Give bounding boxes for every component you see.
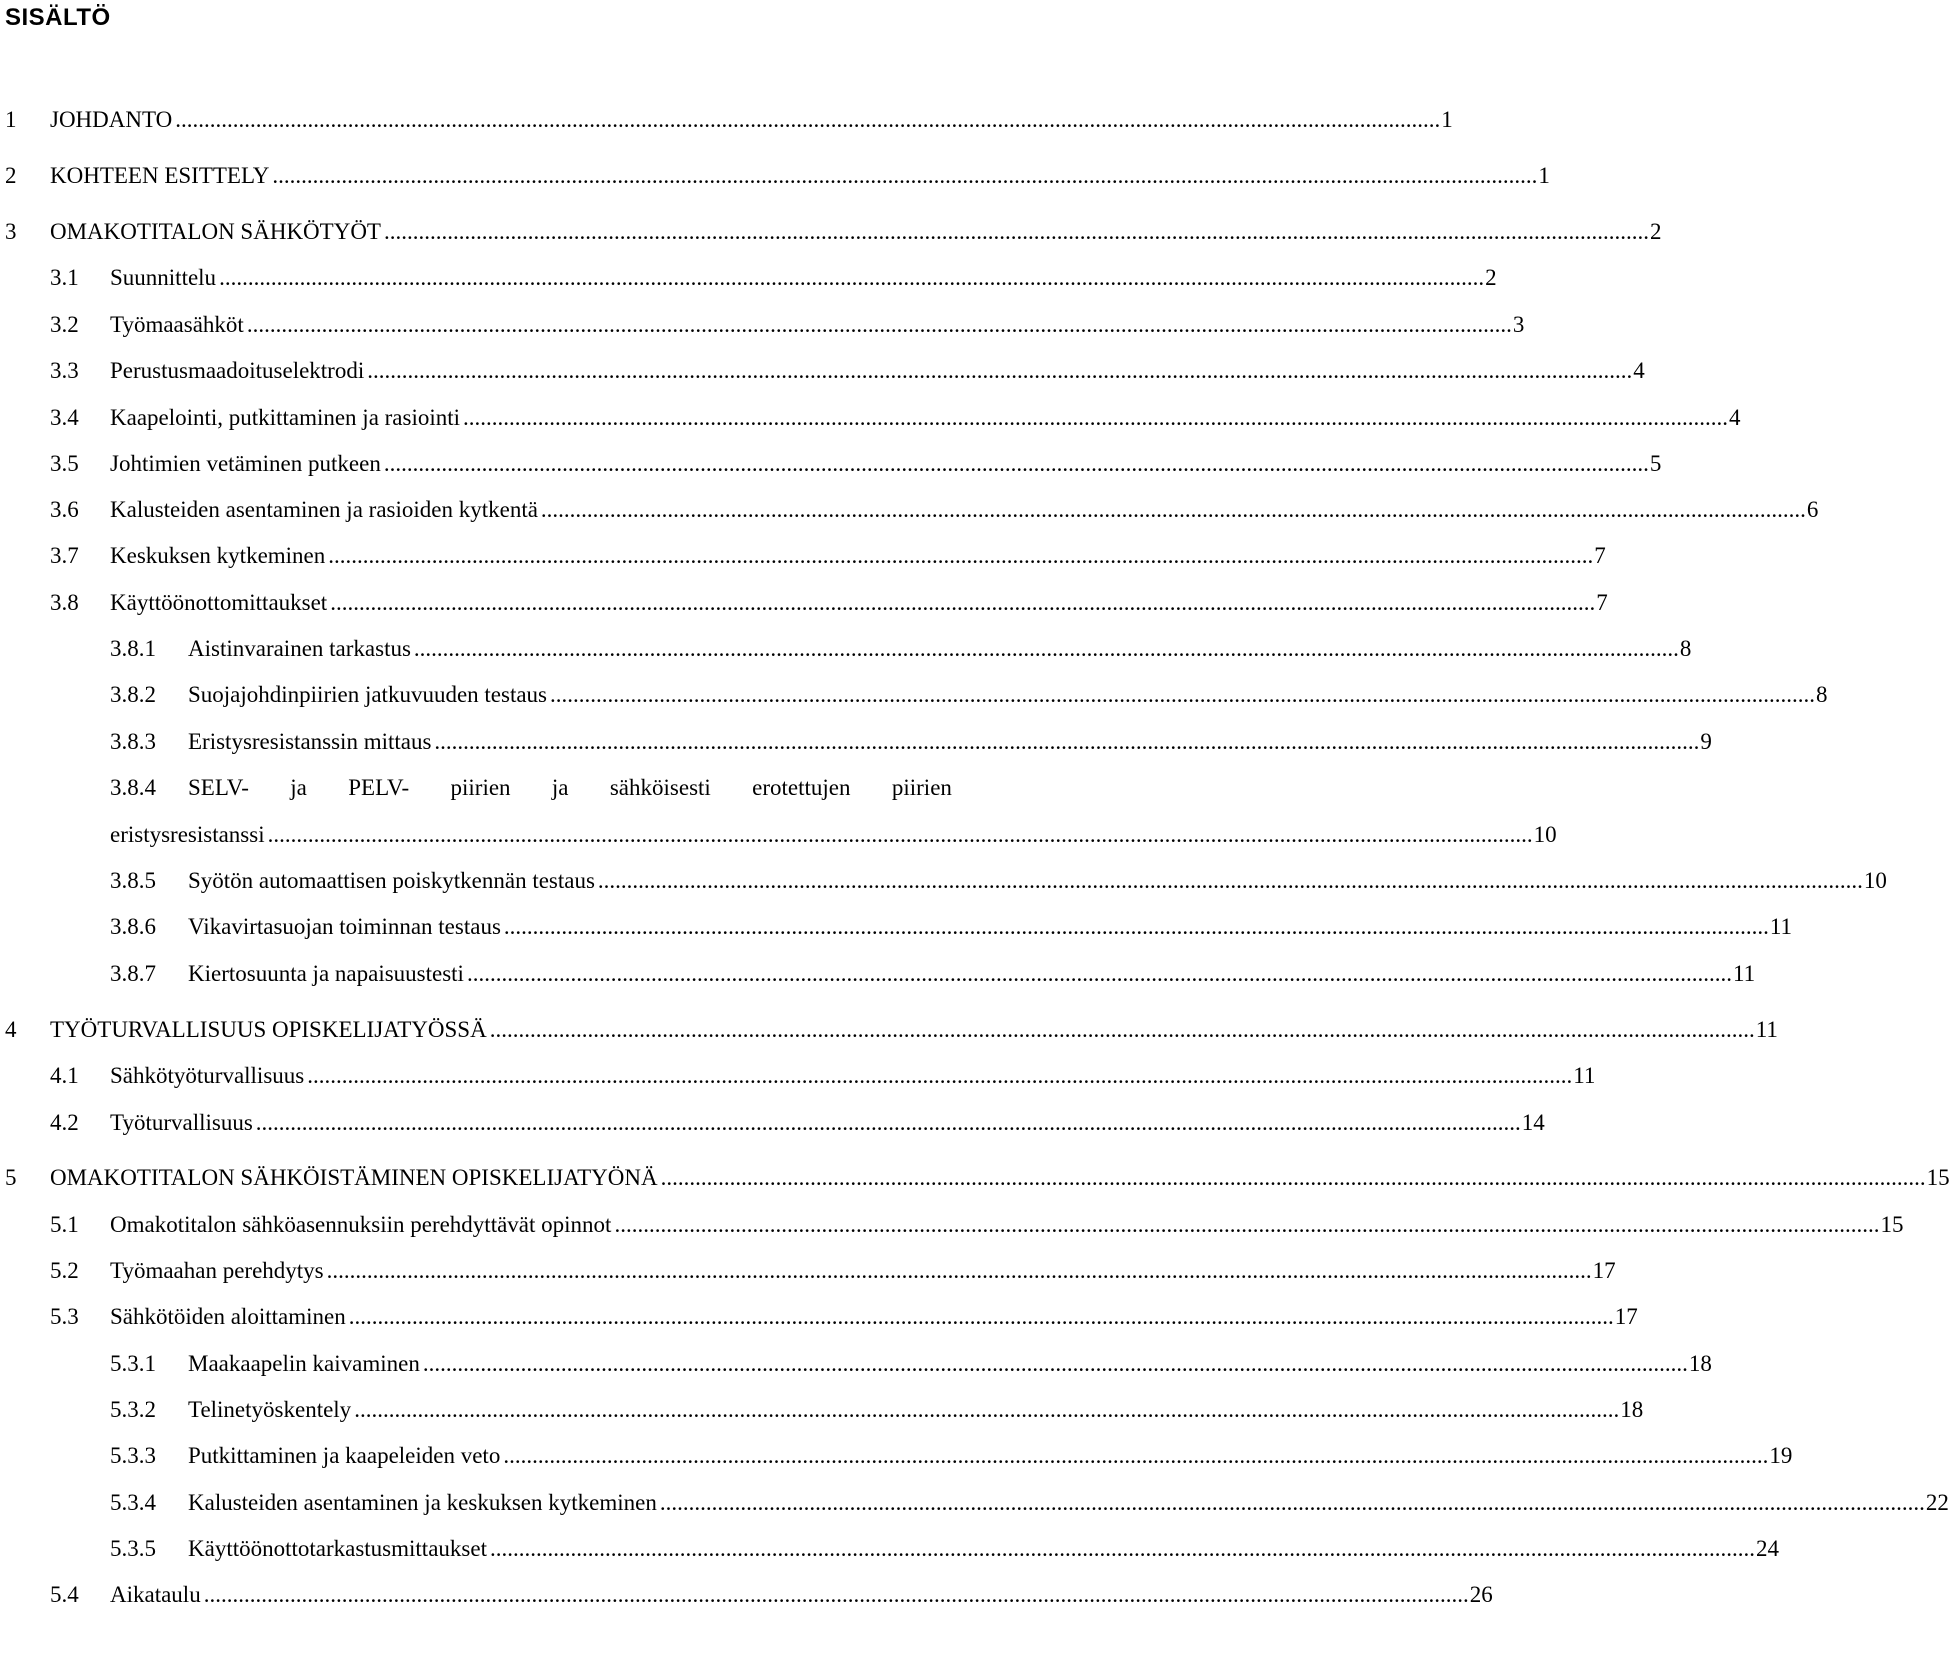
toc-entry-number: 5.3.5: [110, 1536, 156, 1561]
toc-entry[interactable]: [50, 1255, 1616, 1287]
dot-leader: ............................................................................................................................................................................................................................: [330, 590, 1596, 615]
dot-leader: ............................................................................................................................................................................................................................: [367, 358, 1633, 383]
dot-leader: ............................................................................................................................................................................................................................: [550, 682, 1816, 707]
toc-entry-title: Kalusteiden asentaminen ja rasioiden kytkentä: [110, 497, 538, 522]
toc-entry-title: TYÖTURVALLISUUS OPISKELIJATYÖSSÄ: [50, 1017, 487, 1042]
toc-entry-page: 19: [1769, 1443, 1793, 1468]
dot-leader: ............................................................................................................................................................................................................................: [466, 961, 1732, 986]
toc-entry-title: Perustusmaadoituselektrodi: [110, 358, 365, 383]
toc-entry-page: 17: [1614, 1304, 1638, 1329]
toc-entry-page: 10: [1863, 868, 1887, 893]
toc-entry-number: 3.8.4: [110, 775, 156, 800]
toc-word: ja: [290, 775, 307, 800]
toc-entry-page: 4: [1729, 405, 1741, 430]
toc-entry-title: Keskuksen kytkeminen: [110, 543, 326, 568]
dot-leader: ............................................................................................................................................................................................................................: [489, 1017, 1755, 1042]
toc-entry[interactable]: [50, 402, 1741, 434]
toc-entry-number: 3.8.7: [110, 961, 156, 986]
toc-entry-title: Työmaahan perehdytys: [110, 1258, 324, 1283]
toc-entry[interactable]: [5, 160, 1550, 192]
toc-entry-number: 3.8.1: [110, 636, 156, 661]
dot-leader: ............................................................................................................................................................................................................................: [503, 914, 1769, 939]
toc-entry-title: Maakaapelin kaivaminen: [188, 1351, 420, 1376]
toc-entry-page: 11: [1755, 1017, 1778, 1042]
dot-leader: ............................................................................................................................................................................................................................: [660, 1165, 1926, 1190]
toc-entry-page: 18: [1620, 1397, 1644, 1422]
dot-leader: ............................................................................................................................................................................................................................: [503, 1443, 1769, 1468]
toc-entry-number: 3.8.3: [110, 729, 156, 754]
toc-word: PELV-: [348, 775, 410, 800]
toc-entry-page: 14: [1521, 1110, 1545, 1135]
toc-entry[interactable]: [110, 726, 1712, 758]
toc-entry[interactable]: [50, 494, 1819, 526]
toc-entry-title: Johtimien vetäminen putkeen: [110, 451, 381, 476]
toc-entry-title: Syötön automaattisen poiskytkennän testaus: [188, 868, 595, 893]
toc-entry-number: 3: [5, 219, 17, 244]
toc-entry-number: 3.6: [50, 497, 79, 522]
toc-entry-page: 26: [1469, 1582, 1493, 1607]
dot-leader: ............................................................................................................................................................................................................................: [463, 405, 1729, 430]
toc-entry-title: Työmaasähköt: [110, 312, 244, 337]
dot-leader: ............................................................................................................................................................................................................................: [489, 1536, 1755, 1561]
toc-entry[interactable]: [50, 1060, 1596, 1092]
dot-leader: ............................................................................................................................................................................................................................: [354, 1397, 1620, 1422]
toc-entry-page: 3: [1512, 312, 1525, 337]
toc-entry-title-line2: eristysresistanssi: [110, 822, 265, 847]
toc-entry-number: 1: [5, 107, 17, 132]
toc-entry[interactable]: [50, 540, 1606, 572]
toc-entry-number: 4: [5, 1017, 17, 1042]
toc-entry[interactable]: [110, 911, 1793, 943]
dot-leader: ............................................................................................................................................................................................................................: [203, 1582, 1469, 1607]
toc-word: ja: [551, 775, 569, 800]
toc-entry-page: 11: [1573, 1063, 1596, 1088]
toc-entry[interactable]: [110, 1487, 1949, 1519]
toc-entry-page: 2: [1485, 265, 1497, 290]
toc-entry-number: 4.1: [50, 1063, 79, 1088]
toc-entry-page: 8: [1679, 636, 1692, 661]
dot-leader: ............................................................................................................................................................................................................................: [597, 868, 1863, 893]
toc-entry[interactable]: [5, 216, 1662, 248]
dot-leader: ............................................................................................................................................................................................................................: [413, 636, 1679, 661]
toc-entry-title: Suunnittelu: [110, 265, 217, 290]
toc-word: piirien: [891, 775, 952, 800]
toc-entry-page: 17: [1592, 1258, 1616, 1283]
toc-entry-title: Sähkötöiden aloittaminen: [110, 1304, 346, 1329]
toc-entry[interactable]: [5, 1162, 1950, 1194]
toc-entry[interactable]: [110, 633, 1692, 665]
toc-entry-page: 1: [1441, 107, 1453, 132]
toc-entry-number: 5.3: [50, 1304, 79, 1329]
toc-entry-page: 8: [1816, 682, 1828, 707]
dot-leader: ............................................................................................................................................................................................................................: [175, 107, 1441, 132]
toc-entry[interactable]: [50, 355, 1645, 387]
toc-entry-title: KOHTEEN ESITTELY: [50, 163, 270, 188]
toc-entry-page: 22: [1925, 1490, 1949, 1515]
toc-entry-number: 4.2: [50, 1110, 79, 1135]
dot-leader: ............................................................................................................................................................................................................................: [267, 822, 1533, 847]
toc-entry[interactable]: [50, 587, 1608, 619]
dot-leader: ............................................................................................................................................................................................................................: [219, 265, 1485, 290]
toc-entry-page: 15: [1926, 1165, 1950, 1190]
toc-entry[interactable]: [50, 1107, 1545, 1139]
toc-entry-title: Sähkötyöturvallisuus: [110, 1063, 305, 1088]
toc-entry-number: 3.2: [50, 312, 79, 337]
dot-leader: ............................................................................................................................................................................................................................: [383, 451, 1649, 476]
toc-entry-page: 7: [1596, 590, 1608, 615]
toc-title: SISÄLTÖ: [5, 4, 111, 31]
toc-entry[interactable]: [50, 1209, 1904, 1241]
dot-leader: ............................................................................................................................................................................................................................: [255, 1110, 1521, 1135]
toc-entry-page: 7: [1594, 543, 1606, 568]
toc-entry-title: OMAKOTITALON SÄHKÖTYÖT: [50, 219, 381, 244]
toc-entry-page: 15: [1880, 1212, 1904, 1237]
toc-entry[interactable]: [50, 262, 1497, 294]
toc-entry-title: Aikataulu: [110, 1582, 201, 1607]
toc-entry-title: Kiertosuunta ja napaisuustesti: [188, 961, 464, 986]
toc-entry-page: 24: [1755, 1536, 1779, 1561]
toc-entry[interactable]: [110, 1440, 1793, 1472]
toc-entry-title: Suojajohdinpiirien jatkuvuuden testaus: [188, 682, 548, 707]
toc-entry-number: 5.2: [50, 1258, 79, 1283]
toc-entry[interactable]: [50, 1301, 1638, 1333]
toc-entry-page: 11: [1732, 961, 1756, 986]
toc-entry-title: JOHDANTO: [50, 107, 173, 132]
toc-entry[interactable]: [50, 1579, 1493, 1611]
toc-entry[interactable]: [110, 1533, 1779, 1565]
toc-entry-number: 3.7: [50, 543, 79, 568]
dot-leader: ............................................................................................................................................................................................................................: [614, 1212, 1880, 1237]
toc-entry-number: 3.4: [50, 405, 79, 430]
toc-word: sähköisesti: [609, 775, 711, 800]
toc-entry[interactable]: [110, 1348, 1712, 1380]
toc-entry-title: Aistinvarainen tarkastus: [188, 636, 411, 661]
toc-entry-page: 6: [1806, 497, 1819, 522]
toc-entry[interactable]: [110, 958, 1756, 990]
toc-entry[interactable]: [110, 772, 952, 804]
toc-entry-title: Putkittaminen ja kaapeleiden veto: [188, 1443, 501, 1468]
dot-leader: ............................................................................................................................................................................................................................: [348, 1304, 1614, 1329]
toc-entry-title: Telinetyöskentely: [188, 1397, 352, 1422]
dot-leader: ............................................................................................................................................................................................................................: [272, 163, 1538, 188]
dot-leader: ............................................................................................................................................................................................................................: [307, 1063, 1573, 1088]
dot-leader: ............................................................................................................................................................................................................................: [383, 219, 1649, 244]
toc-entry-title-line1: [188, 772, 952, 804]
toc-entry-title: Eristysresistanssin mittaus: [188, 729, 432, 754]
toc-entry-number: 5.3.1: [110, 1351, 156, 1376]
toc-entry-page: 1: [1538, 163, 1550, 188]
toc-word: SELV-: [188, 775, 249, 800]
toc-entry-title: Käyttöönottomittaukset: [110, 590, 328, 615]
toc-entry-number: 5.3.2: [110, 1397, 156, 1422]
toc-entry-page: 2: [1649, 219, 1662, 244]
dot-leader: ............................................................................................................................................................................................................................: [434, 729, 1700, 754]
toc-word: erotettujen: [752, 775, 851, 800]
toc-entry[interactable]: [110, 679, 1828, 711]
toc-entry-number: 2: [5, 163, 17, 188]
toc-entry[interactable]: [5, 104, 1453, 136]
toc-entry-page: 5: [1649, 451, 1662, 476]
toc-entry-number: 3.1: [50, 265, 79, 290]
toc-entry-title: Työturvallisuus: [110, 1110, 253, 1135]
dot-leader: ............................................................................................................................................................................................................................: [659, 1490, 1925, 1515]
toc-entry-number: 5.3.3: [110, 1443, 156, 1468]
dot-leader: ............................................................................................................................................................................................................................: [246, 312, 1512, 337]
toc-entry-title: Vikavirtasuojan toiminnan testaus: [188, 914, 501, 939]
toc-entry-number: 5.4: [50, 1582, 79, 1607]
toc-entry[interactable]: [50, 309, 1525, 341]
toc-entry-number: 3.8.6: [110, 914, 156, 939]
toc-entry-title: Omakotitalon sähköasennuksiin perehdyttävät opinnot: [110, 1212, 612, 1237]
toc-entry[interactable]: [110, 865, 1887, 897]
dot-leader: ............................................................................................................................................................................................................................: [328, 543, 1594, 568]
toc-entry[interactable]: [5, 1014, 1778, 1046]
toc-entry-number: 3.8.5: [110, 868, 156, 893]
toc-entry-number: 5.1: [50, 1212, 79, 1237]
toc-entry-number: 3.3: [50, 358, 79, 383]
toc-entry[interactable]: [110, 1394, 1644, 1426]
toc-entry-title: Käyttöönottotarkastusmittaukset: [188, 1536, 487, 1561]
toc-entry-number: 3.8: [50, 590, 79, 615]
toc-entry[interactable]: [50, 448, 1662, 480]
toc-entry-page: 10: [1533, 822, 1557, 847]
dot-leader: ............................................................................................................................................................................................................................: [422, 1351, 1688, 1376]
toc-entry-number: 5: [5, 1165, 17, 1190]
toc-entry-page: 9: [1700, 729, 1712, 754]
toc-word: piirien: [450, 775, 511, 800]
toc-entry-title: OMAKOTITALON SÄHKÖISTÄMINEN OPISKELIJATYÖNÄ: [50, 1165, 658, 1190]
dot-leader: ............................................................................................................................................................................................................................: [540, 497, 1806, 522]
toc-entry-page: 4: [1633, 358, 1645, 383]
toc-entry-number: 3.5: [50, 451, 79, 476]
toc-entry-continuation[interactable]: [110, 819, 1557, 851]
toc-entry-page: 11: [1769, 914, 1793, 939]
toc-entry-page: 18: [1688, 1351, 1712, 1376]
toc-entry-title: Kaapelointi, putkittaminen ja rasiointi: [110, 405, 461, 430]
dot-leader: ............................................................................................................................................................................................................................: [326, 1258, 1592, 1283]
toc-entry-number: 5.3.4: [110, 1490, 156, 1515]
toc-entry-title: Kalusteiden asentaminen ja keskuksen kytkeminen: [188, 1490, 657, 1515]
toc-entry-number: 3.8.2: [110, 682, 156, 707]
